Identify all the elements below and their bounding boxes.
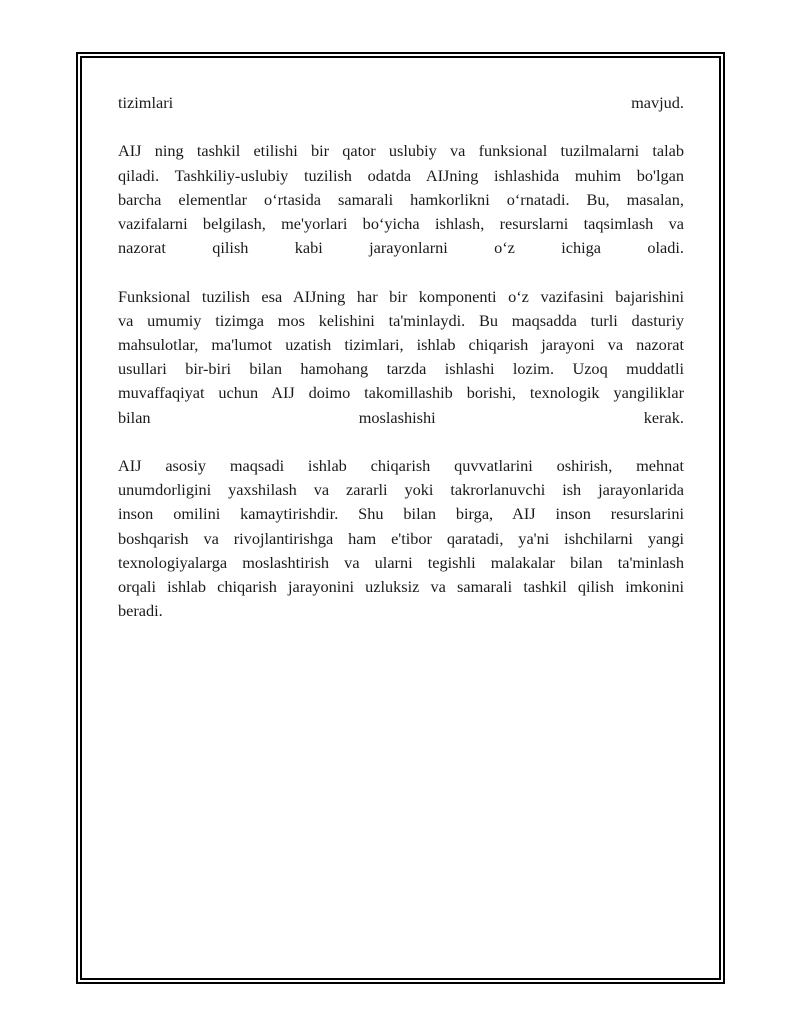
paragraph-line: nazorat qilish kabi jarayonlarni o‘z ichiga oladi. — [118, 238, 684, 258]
top-fragment-left: tizimlari — [118, 93, 174, 112]
paragraph-line: muvaffaqiyat uchun AIJ doimo takomillashib borishi, texnologik yangiliklar — [118, 383, 684, 403]
document-body — [118, 91, 684, 648]
paragraph-line: inson omilini kamaytirishdir. Shu bilan birga, AIJ inson resurslarini — [118, 504, 684, 524]
paragraph-1 — [118, 139, 684, 260]
paragraph-line: mahsulotlar, ma'lumot uzatish tizimlari, ishlab chiqarish jarayoni va nazorat — [118, 335, 684, 354]
paragraph-line: texnologiyalarga moslashtirish va ularni tegishli malakalar bilan ta'minlash — [118, 552, 684, 572]
paragraph-2 — [118, 285, 684, 430]
paragraph-line: Funksional tuzilish esa AIJning har bir komponenti o‘z vazifasini bajarishini — [118, 286, 684, 306]
paragraph-line: beradi. — [118, 601, 163, 621]
paragraph-line: AIJ ning tashkil etilishi bir qator uslubiy va funksional tuzilmalarni talab — [118, 141, 684, 161]
paragraph-line: unumdorligini yaxshilash va zararli yoki takrorlanuvchi ish jarayonlarida — [118, 480, 684, 500]
paragraph-line: boshqarish va rivojlantirishga ham e'tibor qaratadi, ya'ni ishchilarni yangi — [118, 528, 684, 548]
paragraph-line: bilan moslashishi kerak. — [118, 407, 684, 427]
top-fragment-line — [118, 91, 684, 115]
paragraph-line: qiladi. Tashkiliy-uslubiy tuzilish odatda AIJning ishlashida muhim bo'lgan — [118, 165, 684, 185]
paragraph-line: usullari bir-biri bilan hamohang tarzda ishlashi lozim. Uzoq muddatli — [118, 359, 684, 379]
paragraph-3 — [118, 454, 684, 623]
paragraph-line: va umumiy tizimga mos kelishini ta'minlaydi. Bu maqsadda turli dasturiy — [118, 310, 684, 330]
paragraph-line: barcha elementlar o‘rtasida samarali hamkorlikni o‘rnatadi. Bu, masalan, — [118, 189, 684, 209]
paragraph-line: orqali ishlab chiqarish jarayonini uzluksiz va samarali tashkil qilish imkonini — [118, 577, 684, 597]
paragraph-line: AIJ asosiy maqsadi ishlab chiqarish quvvatlarini oshirish, mehnat — [118, 456, 684, 475]
top-fragment-right: mavjud. — [631, 93, 684, 112]
paragraph-line: vazifalarni belgilash, me'yorlari bo‘yicha ishlash, resurslarni taqsimlash va — [118, 214, 684, 233]
